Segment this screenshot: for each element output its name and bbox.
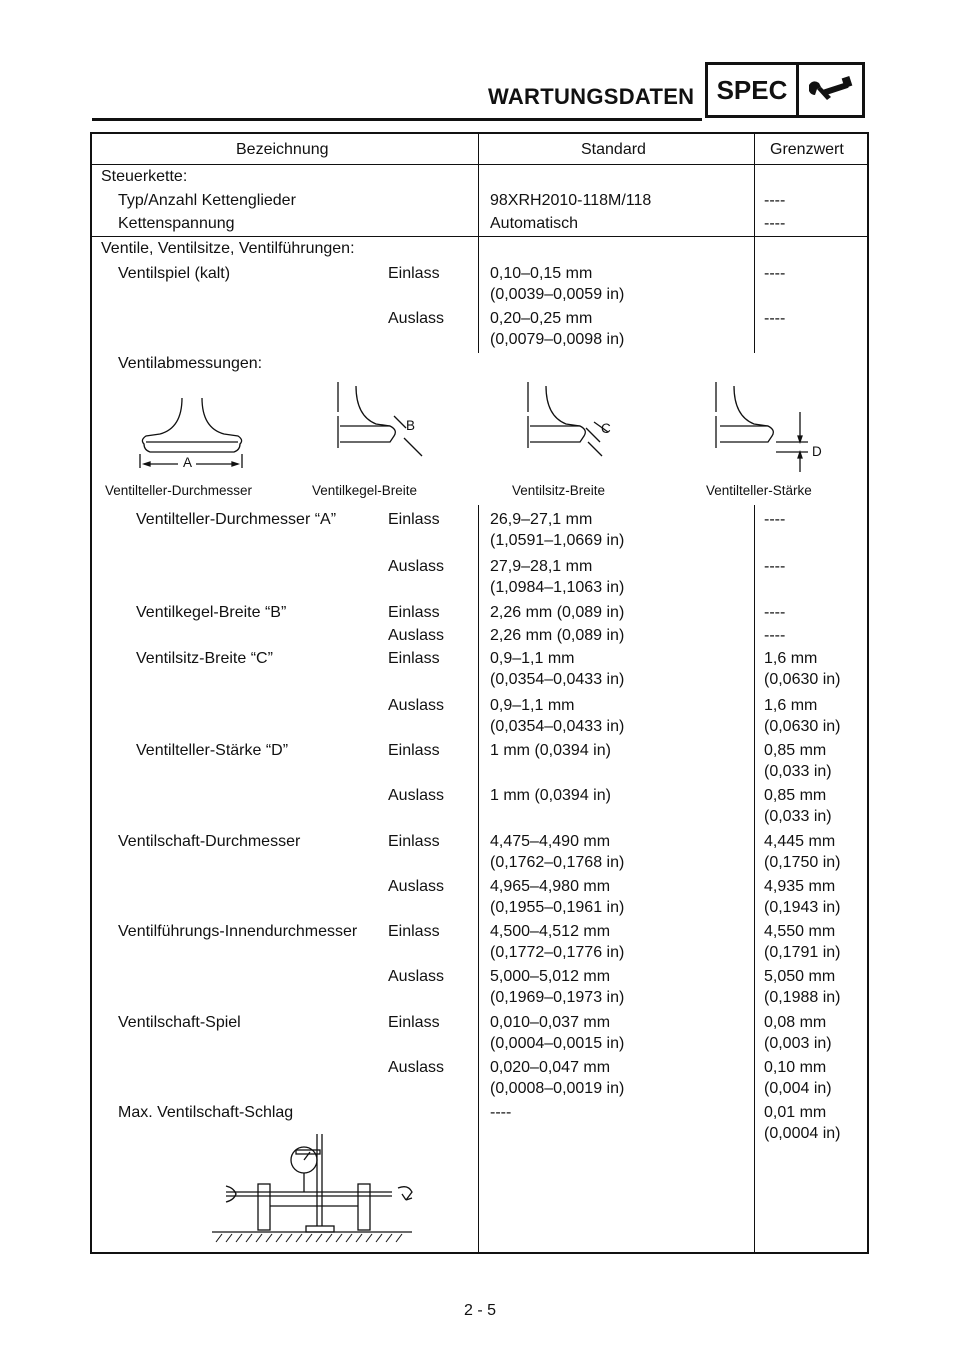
row-standard: 27,9–28,1 mm bbox=[490, 558, 593, 575]
row-limit-inch: (0,1943 in) bbox=[764, 899, 841, 916]
row-limit: 1,6 mm bbox=[764, 697, 818, 714]
row-side: Einlass bbox=[388, 1014, 440, 1031]
section-title-ventile: Ventile, Ventilsitze, Ventilführungen: bbox=[101, 240, 355, 257]
row-standard: 2,26 mm (0,089 in) bbox=[490, 604, 625, 621]
row-standard-inch: (1,0984–1,1063 in) bbox=[490, 579, 625, 596]
row-standard: 0,10–0,15 mm bbox=[490, 265, 593, 282]
col-header-grenzwert: Grenzwert bbox=[770, 141, 844, 158]
row-label: Ventilsitz-Breite “C” bbox=[136, 650, 273, 667]
header-row-line bbox=[91, 164, 868, 165]
row-standard: 5,000–5,012 mm bbox=[490, 968, 611, 985]
row-standard: 0,010–0,037 mm bbox=[490, 1014, 611, 1031]
row-side: Einlass bbox=[388, 833, 440, 850]
row-side: Auslass bbox=[388, 1059, 445, 1076]
section-title-steuerkette: Steuerkette: bbox=[101, 168, 188, 185]
row-standard: 1 mm (0,0394 in) bbox=[490, 787, 611, 804]
figure-caption: Ventilsitz-Breite bbox=[512, 483, 606, 498]
row-limit-inch: (0,1791 in) bbox=[764, 944, 841, 961]
row-standard: ---- bbox=[490, 1104, 512, 1121]
row-limit-inch: (0,1750 in) bbox=[764, 854, 841, 871]
dial-gauge-figure bbox=[212, 1130, 432, 1244]
row-label: Ventilteller-Stärke “D” bbox=[136, 742, 289, 759]
row-side: Einlass bbox=[388, 265, 440, 282]
spec-table bbox=[90, 132, 869, 1254]
figure-caption: Ventilkegel-Breite bbox=[312, 483, 418, 498]
col-separator bbox=[754, 133, 755, 353]
row-limit-inch: (0,003 in) bbox=[764, 1035, 832, 1052]
figure-letter-a: A bbox=[183, 455, 193, 470]
row-side: Auslass bbox=[388, 787, 445, 804]
row-label: Typ/Anzahl Kettenglieder bbox=[118, 192, 296, 209]
row-standard: 0,9–1,1 mm bbox=[490, 697, 575, 714]
row-standard: 0,020–0,047 mm bbox=[490, 1059, 611, 1076]
row-label: Max. Ventilschaft-Schlag bbox=[118, 1104, 294, 1121]
col-separator bbox=[754, 505, 755, 1253]
section-line bbox=[91, 236, 868, 237]
row-standard-inch: (0,1955–0,1961 in) bbox=[490, 899, 625, 916]
row-side: Auslass bbox=[388, 697, 445, 714]
subsection-title: Ventilabmessungen: bbox=[118, 355, 263, 372]
row-standard: 4,475–4,490 mm bbox=[490, 833, 611, 850]
row-limit: ---- bbox=[764, 604, 786, 621]
row-side: Auslass bbox=[388, 968, 445, 985]
row-limit: ---- bbox=[764, 310, 786, 327]
row-side: Einlass bbox=[388, 511, 440, 528]
row-limit: 4,445 mm bbox=[764, 833, 836, 850]
spec-label: SPEC bbox=[708, 65, 799, 115]
row-label: Ventilführungs-Innendurchmesser bbox=[118, 923, 358, 940]
row-side: Einlass bbox=[388, 742, 440, 759]
row-side: Auslass bbox=[388, 878, 445, 895]
row-standard-inch: (0,0079–0,0098 in) bbox=[490, 331, 625, 348]
row-side: Einlass bbox=[388, 604, 440, 621]
col-separator bbox=[478, 505, 479, 1253]
row-standard: 0,20–0,25 mm bbox=[490, 310, 593, 327]
row-standard: Automatisch bbox=[490, 215, 579, 232]
row-limit: 5,050 mm bbox=[764, 968, 836, 985]
row-limit: ---- bbox=[764, 192, 786, 209]
row-limit: ---- bbox=[764, 627, 786, 644]
page-number: 2 - 5 bbox=[463, 1302, 496, 1319]
row-limit-inch: (0,0004 in) bbox=[764, 1125, 841, 1142]
figure-letter-c: C bbox=[601, 421, 611, 436]
row-side: Einlass bbox=[388, 923, 440, 940]
row-limit-inch: (0,004 in) bbox=[764, 1080, 832, 1097]
row-standard-inch: (0,1772–0,1776 in) bbox=[490, 944, 625, 961]
row-label: Ventilspiel (kalt) bbox=[118, 265, 231, 282]
row-limit: 4,935 mm bbox=[764, 878, 836, 895]
row-side: Einlass bbox=[388, 650, 440, 667]
wrench-icon bbox=[799, 65, 862, 115]
row-limit-inch: (0,1988 in) bbox=[764, 989, 841, 1006]
row-standard-inch: (1,0591–1,0669 in) bbox=[490, 532, 625, 549]
col-header-standard: Standard bbox=[581, 141, 646, 158]
row-standard-inch: (0,0004–0,0015 in) bbox=[490, 1035, 625, 1052]
col-header-bezeichnung: Bezeichnung bbox=[236, 141, 329, 158]
row-limit: 4,550 mm bbox=[764, 923, 836, 940]
row-limit: ---- bbox=[764, 511, 786, 528]
row-standard-inch: (0,0354–0,0433 in) bbox=[490, 718, 625, 735]
row-standard-inch: (0,1762–0,1768 in) bbox=[490, 854, 625, 871]
row-limit: 1,6 mm bbox=[764, 650, 818, 667]
row-side: Auslass bbox=[388, 310, 445, 327]
row-limit-inch: (0,033 in) bbox=[764, 808, 832, 825]
page-title: WARTUNGSDATEN bbox=[488, 84, 695, 109]
row-standard-inch: (0,1969–0,1973 in) bbox=[490, 989, 625, 1006]
figure-letter-b: B bbox=[406, 418, 416, 433]
row-standard: 0,9–1,1 mm bbox=[490, 650, 575, 667]
row-limit: 0,01 mm bbox=[764, 1104, 827, 1121]
row-limit: 0,10 mm bbox=[764, 1059, 827, 1076]
spec-badge bbox=[705, 62, 865, 118]
figure-caption: Ventilteller-Durchmesser bbox=[105, 483, 253, 498]
row-limit: 0,85 mm bbox=[764, 787, 827, 804]
row-standard-inch: (0,0354–0,0433 in) bbox=[490, 671, 625, 688]
row-label: Ventilschaft-Durchmesser bbox=[118, 833, 301, 850]
figure-caption: Ventilteller-Stärke bbox=[706, 483, 812, 498]
row-label: Ventilteller-Durchmesser “A” bbox=[136, 511, 337, 528]
row-limit-inch: (0,0630 in) bbox=[764, 718, 841, 735]
col-separator bbox=[478, 133, 479, 353]
row-standard: 4,965–4,980 mm bbox=[490, 878, 611, 895]
row-standard: 4,500–4,512 mm bbox=[490, 923, 611, 940]
row-standard: 26,9–27,1 mm bbox=[490, 511, 593, 528]
row-standard-inch: (0,0039–0,0059 in) bbox=[490, 286, 625, 303]
row-label: Ventilkegel-Breite “B” bbox=[136, 604, 287, 621]
row-standard: 2,26 mm (0,089 in) bbox=[490, 627, 625, 644]
row-limit: ---- bbox=[764, 215, 786, 232]
figure-letter-d: D bbox=[812, 444, 822, 459]
row-side: Auslass bbox=[388, 558, 445, 575]
row-limit: ---- bbox=[764, 558, 786, 575]
header-rule bbox=[92, 118, 702, 121]
row-limit: 0,85 mm bbox=[764, 742, 827, 759]
valve-dimensions-figure bbox=[100, 376, 860, 476]
row-standard: 98XRH2010-118M/118 bbox=[490, 192, 652, 209]
row-standard-inch: (0,0008–0,0019 in) bbox=[490, 1080, 625, 1097]
row-limit-inch: (0,0630 in) bbox=[764, 671, 841, 688]
row-label: Ventilschaft-Spiel bbox=[118, 1014, 241, 1031]
row-label: Kettenspannung bbox=[118, 215, 235, 232]
row-limit: 0,08 mm bbox=[764, 1014, 827, 1031]
row-limit-inch: (0,033 in) bbox=[764, 763, 832, 780]
row-side: Auslass bbox=[388, 627, 445, 644]
row-standard: 1 mm (0,0394 in) bbox=[490, 742, 611, 759]
row-limit: ---- bbox=[764, 265, 786, 282]
